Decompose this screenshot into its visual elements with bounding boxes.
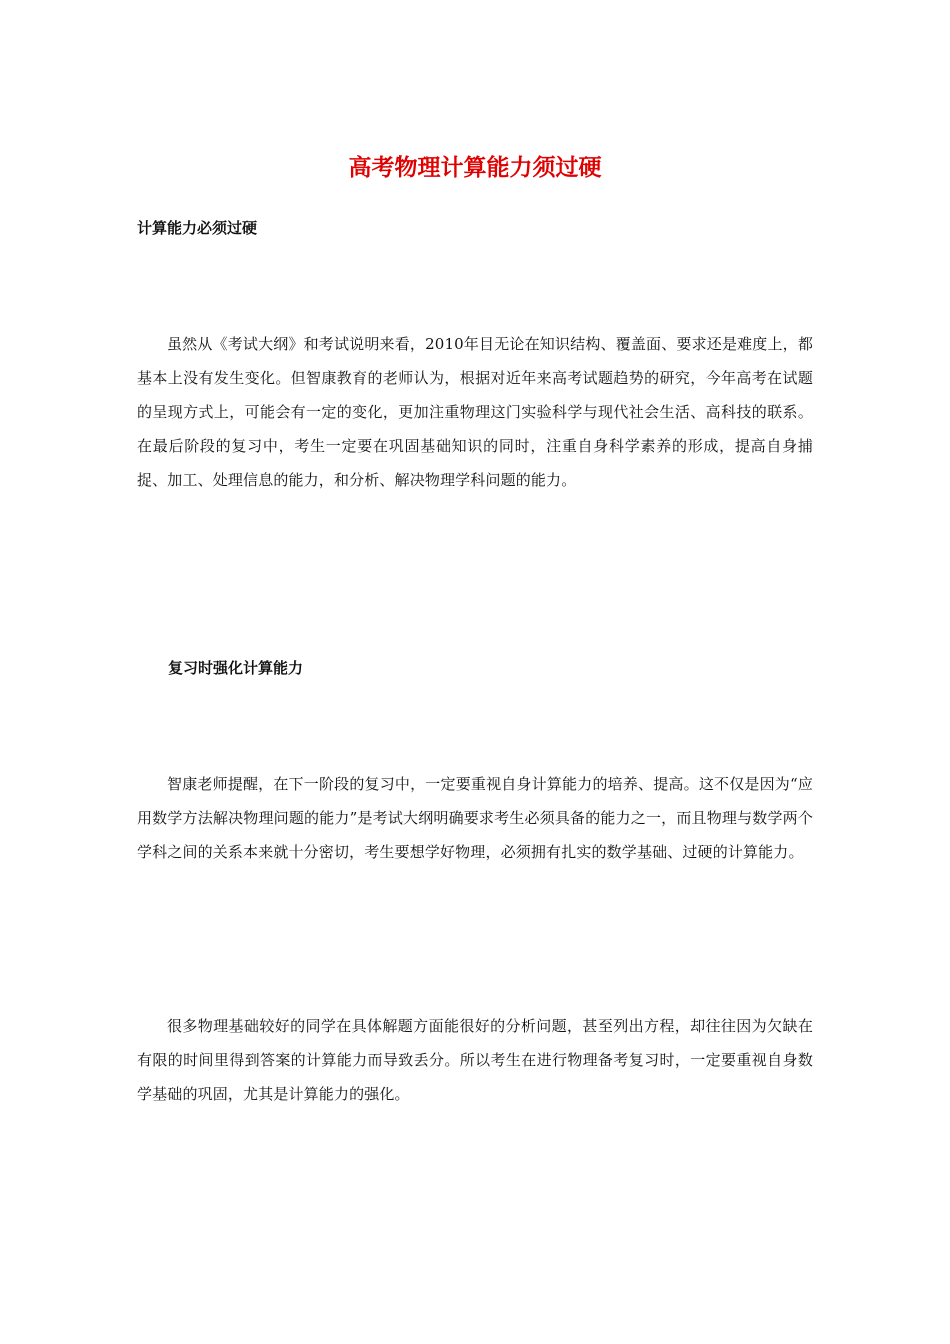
paragraph-exam-outline: 虽然从《考试大纲》和考试说明来看，2010年目无论在知识结构、覆盖面、要求还是难度上，都基本上没有发生变化。但智康教育的老师认为，根据对近年来高考试题趋势的研究，今年高考在试题的呈现方式上，可能会有一定的变化，更加注重物理这门实验科学与现代社会生活、高科技的联系。在最后阶段的复习中，考生一定要在巩固基础知识的同时，注重自身科学素养的形成，提高自身捕捉、加工、处理信息的能力，和分析、解决物理学科问题的能力。: [137, 335, 813, 489]
document-title: 高考物理计算能力须过硬: [348, 155, 602, 181]
section-heading-review: 复习时强化计算能力: [168, 659, 304, 677]
paragraph-teacher-reminder: 智康老师提醒，在下一阶段的复习中，一定要重视自身计算能力的培养、提高。这不仅是因为“应用数学方法解决物理问题的能力”是考试大纲明确要求考生必须具备的能力之一，而且物理与数学两个学科之间的关系本来就十分密切，考生要想学好物理，必须拥有扎实的数学基础、过硬的计算能力。: [137, 775, 813, 861]
section-heading-calculation: 计算能力必须过硬: [137, 219, 258, 237]
paragraph-strengthen-math: 很多物理基础较好的同学在具体解题方面能很好的分析问题，甚至列出方程，却往往因为欠缺在有限的时间里得到答案的计算能力而导致丢分。所以考生在进行物理备考复习时，一定要重视自身数学基础的巩固，尤其是计算能力的强化。: [137, 1017, 813, 1103]
